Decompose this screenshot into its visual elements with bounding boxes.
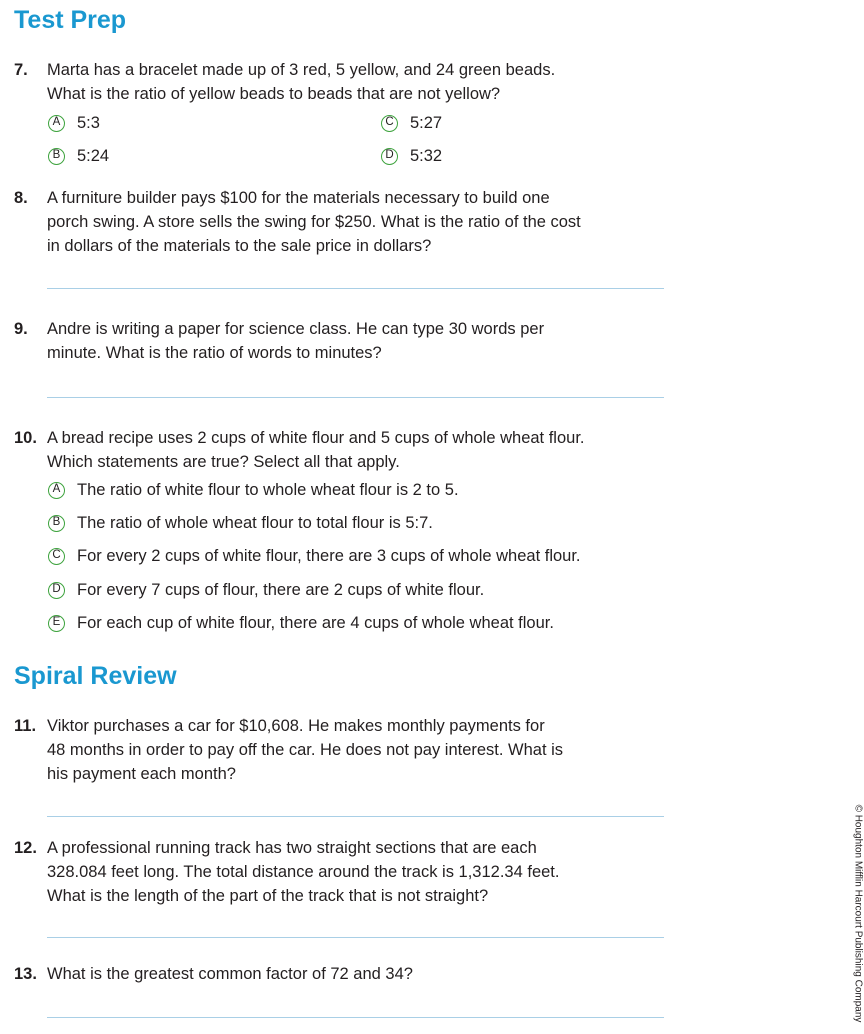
question-line: minute. What is the ratio of words to minutes? (47, 344, 382, 362)
question-line: porch swing. A store sells the swing for $250. What is the ratio of the cost (47, 213, 581, 231)
question-text (47, 714, 680, 786)
question-9 (0, 317, 680, 365)
question-line: in dollars of the materials to the sale price in dollars? (47, 237, 432, 255)
choice-bubble[interactable]: A (48, 115, 65, 132)
choice-bubble[interactable]: B (48, 148, 65, 165)
choice-text: 5:24 (77, 147, 110, 165)
question-line: his payment each month? (47, 765, 236, 783)
question-line: Viktor purchases a car for $10,608. He makes monthly payments for (47, 717, 545, 735)
question-line: Marta has a bracelet made up of 3 red, 5 yellow, and 24 green beads. (47, 61, 556, 79)
question-text (47, 426, 680, 474)
answer-line-9[interactable] (47, 397, 664, 398)
copyright-notice: © Houghton Mifflin Harcourt Publishing Company (852, 804, 864, 1023)
question-line: A professional running track has two straight sections that are each (47, 839, 537, 857)
choice-text: The ratio of whole wheat flour to total flour is 5:7. (77, 514, 433, 532)
question-text (47, 186, 680, 258)
choice-bubble[interactable]: D (381, 148, 398, 165)
choice-10c[interactable] (48, 546, 581, 566)
choice-text: The ratio of white flour to whole wheat flour is 2 to 5. (77, 481, 459, 499)
question-number: 11. (14, 717, 37, 735)
test-prep-heading: Test Prep (14, 6, 127, 34)
question-text (47, 836, 680, 908)
answer-line-13[interactable] (47, 1017, 664, 1018)
spiral-review-heading: Spiral Review (14, 662, 177, 690)
question-text (47, 317, 680, 365)
question-number: 9. (14, 320, 28, 338)
question-line: What is the ratio of yellow beads to beads that are not yellow? (47, 85, 501, 103)
choice-text: 5:27 (410, 114, 443, 132)
choice-text: For every 7 cups of flour, there are 2 cups of white flour. (77, 581, 485, 599)
choice-bubble[interactable]: B (48, 515, 65, 532)
choice-7c[interactable] (381, 113, 442, 133)
question-number: 12. (14, 839, 37, 857)
choice-7a[interactable] (48, 113, 100, 133)
question-line: 48 months in order to pay off the car. He does not pay interest. What is (47, 741, 564, 759)
choice-bubble[interactable]: C (48, 548, 65, 565)
choice-7b[interactable] (48, 146, 109, 166)
choice-bubble[interactable]: C (381, 115, 398, 132)
choice-text: 5:3 (77, 114, 100, 132)
question-line: A bread recipe uses 2 cups of white flour and 5 cups of whole wheat flour. (47, 429, 585, 447)
question-number: 8. (14, 189, 28, 207)
question-number: 13. (14, 965, 37, 983)
question-11 (0, 714, 680, 786)
question-line: Which statements are true? Select all that apply. (47, 453, 400, 471)
choice-bubble[interactable]: E (48, 615, 65, 632)
question-line: What is the length of the part of the track that is not straight? (47, 887, 489, 905)
answer-line-8[interactable] (47, 288, 664, 289)
question-8 (0, 186, 680, 258)
question-line: 328.084 feet long. The total distance around the track is 1,312.34 feet. (47, 863, 560, 881)
choice-bubble[interactable]: D (48, 582, 65, 599)
question-line: Andre is writing a paper for science class. He can type 30 words per (47, 320, 545, 338)
choice-text: For every 2 cups of white flour, there are 3 cups of whole wheat flour. (77, 547, 581, 565)
question-number: 7. (14, 61, 28, 79)
question-7 (0, 58, 680, 106)
question-line: A furniture builder pays $100 for the materials necessary to build one (47, 189, 550, 207)
choice-10a[interactable] (48, 480, 459, 500)
question-line: What is the greatest common factor of 72 and 34? (47, 965, 413, 983)
question-text (47, 962, 680, 986)
choice-text: 5:32 (410, 147, 443, 165)
choice-bubble[interactable]: A (48, 482, 65, 499)
choice-10b[interactable] (48, 513, 433, 533)
question-13 (0, 962, 680, 986)
answer-line-11[interactable] (47, 816, 664, 817)
choice-10d[interactable] (48, 580, 484, 600)
question-12 (0, 836, 680, 908)
choice-10e[interactable] (48, 613, 554, 633)
choice-text: For each cup of white flour, there are 4 cups of whole wheat flour. (77, 614, 554, 632)
question-10 (0, 426, 680, 474)
question-text (47, 58, 680, 106)
answer-line-12[interactable] (47, 937, 664, 938)
question-number: 10. (14, 429, 37, 447)
choice-7d[interactable] (381, 146, 442, 166)
